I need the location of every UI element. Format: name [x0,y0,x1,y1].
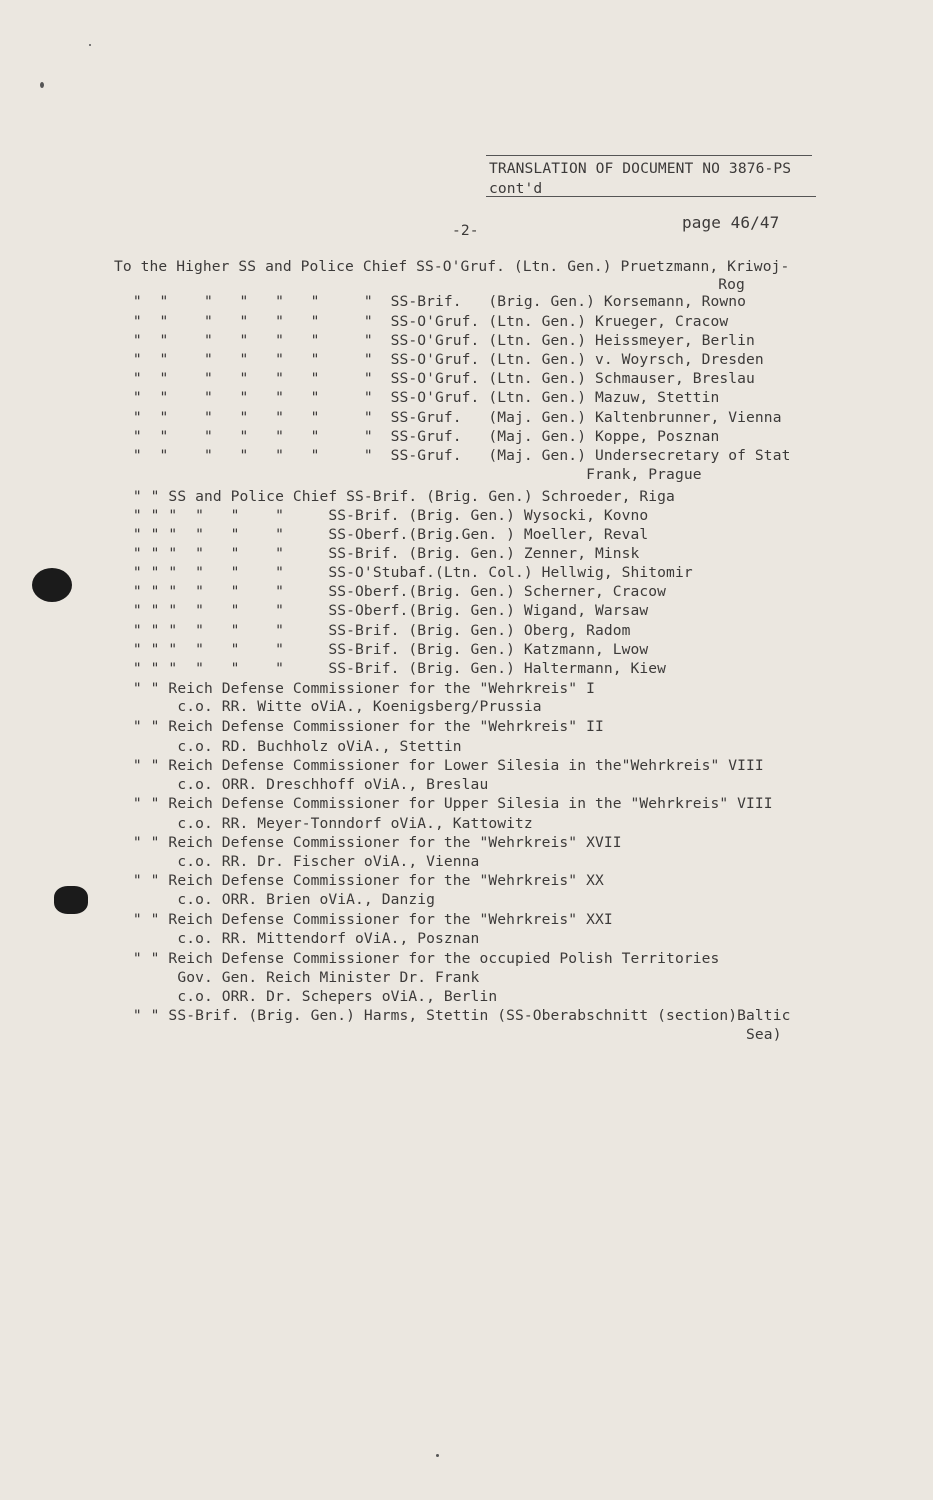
text-line: Sea) [124,1026,782,1043]
text-line: c.o. RD. Buchholz oViA., Stettin [124,738,462,755]
text-line: " " " " " " SS-Brif. (Brig. Gen.) Wysocki, Kovno [124,507,649,524]
continued-label: cont'd [489,180,543,197]
header-rule-top [486,155,812,156]
text-line: " " " " " " SS-Oberf.(Brig. Gen.) Wigand, Warsaw [124,602,649,619]
text-line: " " " " " " " SS-O'Gruf. (Ltn. Gen.) v. Woyrsch, Dresden [124,351,764,368]
text-line: " " " " " " " SS-O'Gruf. (Ltn. Gen.) Mazuw, Stettin [124,389,720,406]
header-rule-bottom [486,196,816,197]
text-line: " " Reich Defense Commissioner for the "Wehrkreis" II [124,718,604,735]
text-line: Frank, Prague [124,466,702,483]
text-line: " " Reich Defense Commissioner for the "Wehrkreis" XXI [124,911,613,928]
text-line: " " Reich Defense Commissioner for the "Wehrkreis" XX [124,872,604,889]
text-line: " " Reich Defense Commissioner for the occupied Polish Territories [124,950,720,967]
speck [40,82,44,88]
document-title: TRANSLATION OF DOCUMENT NO 3876-PS [489,160,792,177]
text-line: " " " " " " SS-Oberf.(Brig. Gen.) Scherner, Cracow [124,583,667,600]
text-line: " " " " " " SS-Brif. (Brig. Gen.) Oberg, Radom [124,622,631,639]
punch-hole-bottom [54,886,88,914]
speck [436,1454,439,1457]
text-line: " " SS and Police Chief SS-Brif. (Brig. Gen.) Schroeder, Riga [124,488,675,505]
text-line: " " " " " " " SS-O'Gruf. (Ltn. Gen.) Heissmeyer, Berlin [124,332,755,349]
text-line: Rog [114,276,745,293]
text-line: c.o. RR. Dr. Fischer oViA., Vienna [124,853,480,870]
punch-hole-top [32,568,72,602]
text-line: " " " " " " " SS-Gruf. (Maj. Gen.) Kaltenbrunner, Vienna [124,409,782,426]
text-line: " " Reich Defense Commissioner for the "Wehrkreis" I [124,680,595,697]
text-line: " " Reich Defense Commissioner for Lower Silesia in the"Wehrkreis" VIII [124,757,764,774]
text-line: Gov. Gen. Reich Minister Dr. Frank [124,969,480,986]
text-line: " " " " " " " SS-Gruf. (Maj. Gen.) Koppe, Posznan [124,428,720,445]
text-line: To the Higher SS and Police Chief SS-O'Gruf. (Ltn. Gen.) Pruetzmann, Kriwoj- [114,258,790,275]
text-line: " " " " " " " SS-Gruf. (Maj. Gen.) Undersecretary of Stat [124,447,791,464]
text-line: " " " " " " SS-O'Stubaf.(Ltn. Col.) Hellwig, Shitomir [124,564,693,581]
text-line: " " SS-Brif. (Brig. Gen.) Harms, Stettin (SS-Oberabschnitt (section)Baltic [124,1007,791,1024]
text-line: " " Reich Defense Commissioner for Upper Silesia in the "Wehrkreis" VIII [124,795,773,812]
text-line: " " " " " " SS-Brif. (Brig. Gen.) Zenner, Minsk [124,545,640,562]
text-line: c.o. RR. Meyer-Tonndorf oViA., Kattowitz [124,815,533,832]
text-line: c.o. ORR. Brien oViA., Danzig [124,891,436,908]
text-line: " " Reich Defense Commissioner for the "Wehrkreis" XVII [124,834,622,851]
text-line: " " " " " " " SS-O'Gruf. (Ltn. Gen.) Krueger, Cracow [124,313,729,330]
page-reference: page 46/47 [682,213,780,232]
text-line: " " " " " " SS-Brif. (Brig. Gen.) Haltermann, Kiew [124,660,667,677]
text-line: " " " " " " SS-Oberf.(Brig.Gen. ) Moeller, Reval [124,526,649,543]
text-line: c.o. RR. Mittendorf oViA., Posznan [124,930,480,947]
page-number: -2- [452,222,479,239]
text-line: c.o. ORR. Dr. Schepers oViA., Berlin [124,988,498,1005]
text-line: " " " " " " SS-Brif. (Brig. Gen.) Katzmann, Lwow [124,641,649,658]
text-line: c.o. RR. Witte oViA., Koenigsberg/Prussia [124,698,542,715]
text-line: " " " " " " " SS-Brif. (Brig. Gen.) Korsemann, Rowno [124,293,747,310]
text-line: " " " " " " " SS-O'Gruf. (Ltn. Gen.) Schmauser, Breslau [124,370,755,387]
speck [89,44,91,46]
text-line: c.o. ORR. Dreschhoff oViA., Breslau [124,776,489,793]
